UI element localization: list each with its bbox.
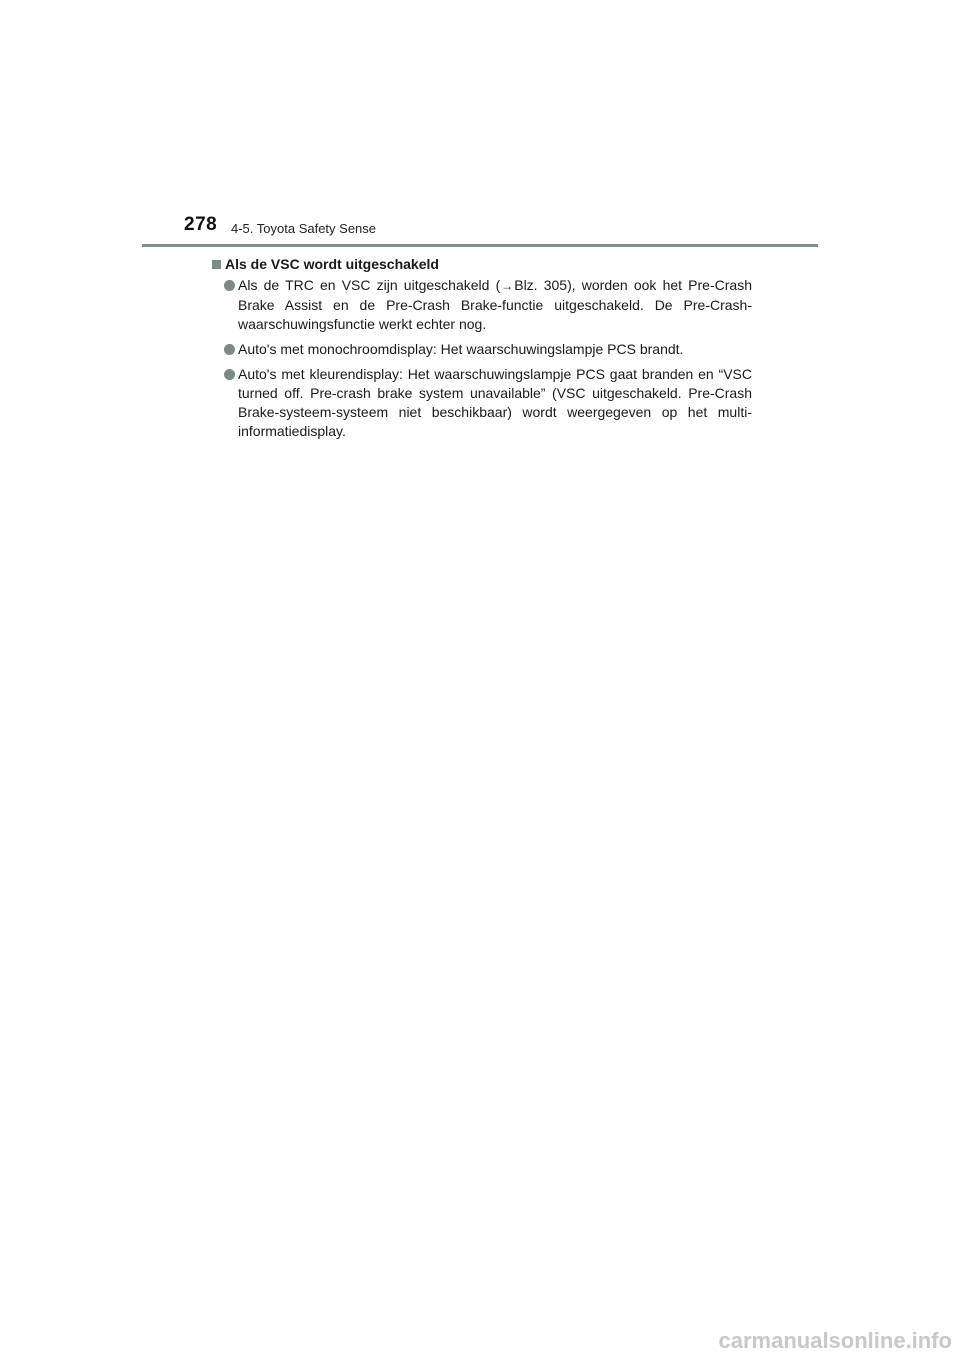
watermark: carmanualsonline.info xyxy=(718,1328,952,1353)
arrow-right-icon: → xyxy=(501,279,514,293)
page-reference-text: Blz. 305), worden ook het Pre-Crash Brake Assist en de Pre-Crash Brake-functie uitgeschakeld. De Pre-Crash-waarschuwingsfunctie werkt echter nog. xyxy=(238,277,752,332)
bullet-list xyxy=(212,276,752,441)
section-heading-text: Als de VSC wordt uitgeschakeld xyxy=(225,256,439,272)
list-item-text-start: Als de TRC en VSC zijn uitgeschakeld ( xyxy=(238,277,501,293)
circle-bullet-icon xyxy=(224,280,235,291)
list-item xyxy=(212,365,752,441)
section-heading xyxy=(212,254,752,274)
content-section xyxy=(212,254,752,447)
list-item xyxy=(212,276,752,334)
circle-bullet-icon xyxy=(224,369,235,380)
list-item-text: Auto's met kleurendisplay: Het waarschuwingslampje PCS gaat branden en “VSC turned off. Pre-crash brake system unavailable” (VSC uitgeschakeld. Pre-Crash Brake-systeem-systeem niet beschikbaar) wordt weergegeven op het multi-informatiedisplay. xyxy=(238,366,752,439)
header-divider xyxy=(142,244,818,247)
list-item xyxy=(212,340,752,359)
list-item-text: Auto's met monochroomdisplay: Het waarschuwingslampje PCS brandt. xyxy=(238,341,684,357)
circle-bullet-icon xyxy=(224,344,235,355)
section-title: 4-5. Toyota Safety Sense xyxy=(231,221,377,236)
page-number: 278 xyxy=(184,214,218,235)
square-bullet-icon xyxy=(212,260,221,269)
